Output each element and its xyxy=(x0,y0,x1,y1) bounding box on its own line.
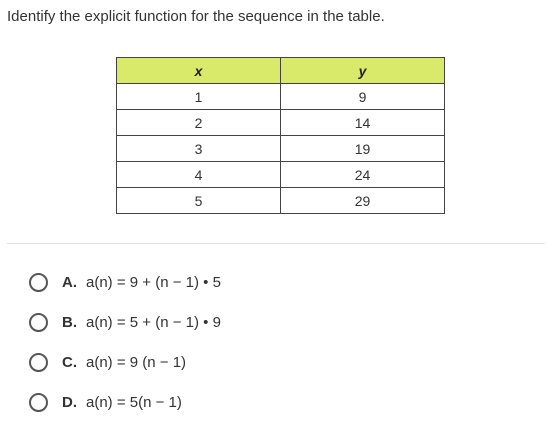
option-a[interactable] xyxy=(29,269,529,295)
option-letter: A. xyxy=(62,273,77,291)
sequence-table xyxy=(116,57,445,214)
option-letter: B. xyxy=(62,313,77,331)
option-d[interactable] xyxy=(29,389,529,415)
radio-button-icon[interactable] xyxy=(29,353,48,372)
column-header-y: y xyxy=(281,58,445,84)
table-cell-y: 19 xyxy=(281,136,445,162)
table-cell-x: 2 xyxy=(117,110,281,136)
table-header-row xyxy=(117,58,445,84)
table-row xyxy=(117,136,445,162)
option-text: a(n) = 5 + (n − 1) • 9 xyxy=(86,313,221,331)
table-cell-x: 5 xyxy=(117,188,281,214)
option-text: a(n) = 9 + (n − 1) • 5 xyxy=(86,273,221,291)
radio-button-icon[interactable] xyxy=(29,273,48,292)
table-cell-y: 24 xyxy=(281,162,445,188)
option-letter: D. xyxy=(62,393,77,411)
table-cell-x: 4 xyxy=(117,162,281,188)
table-cell-y: 29 xyxy=(281,188,445,214)
option-text: a(n) = 9 (n − 1) xyxy=(86,353,187,371)
table-row xyxy=(117,188,445,214)
table-cell-x: 3 xyxy=(117,136,281,162)
table-row xyxy=(117,84,445,110)
option-c[interactable] xyxy=(29,349,529,375)
answer-options xyxy=(29,269,529,429)
option-letter: C. xyxy=(62,353,77,371)
table-cell-y: 14 xyxy=(281,110,445,136)
option-b[interactable] xyxy=(29,309,529,335)
option-text: a(n) = 5(n − 1) xyxy=(86,393,182,411)
table-cell-x: 1 xyxy=(117,84,281,110)
radio-button-icon[interactable] xyxy=(29,393,48,412)
column-header-x: x xyxy=(117,58,281,84)
table-row xyxy=(117,162,445,188)
question-text: Identify the explicit function for the sequence in the table. xyxy=(7,8,385,25)
section-divider xyxy=(7,243,545,244)
table-row xyxy=(117,110,445,136)
table-cell-y: 9 xyxy=(281,84,445,110)
radio-button-icon[interactable] xyxy=(29,313,48,332)
